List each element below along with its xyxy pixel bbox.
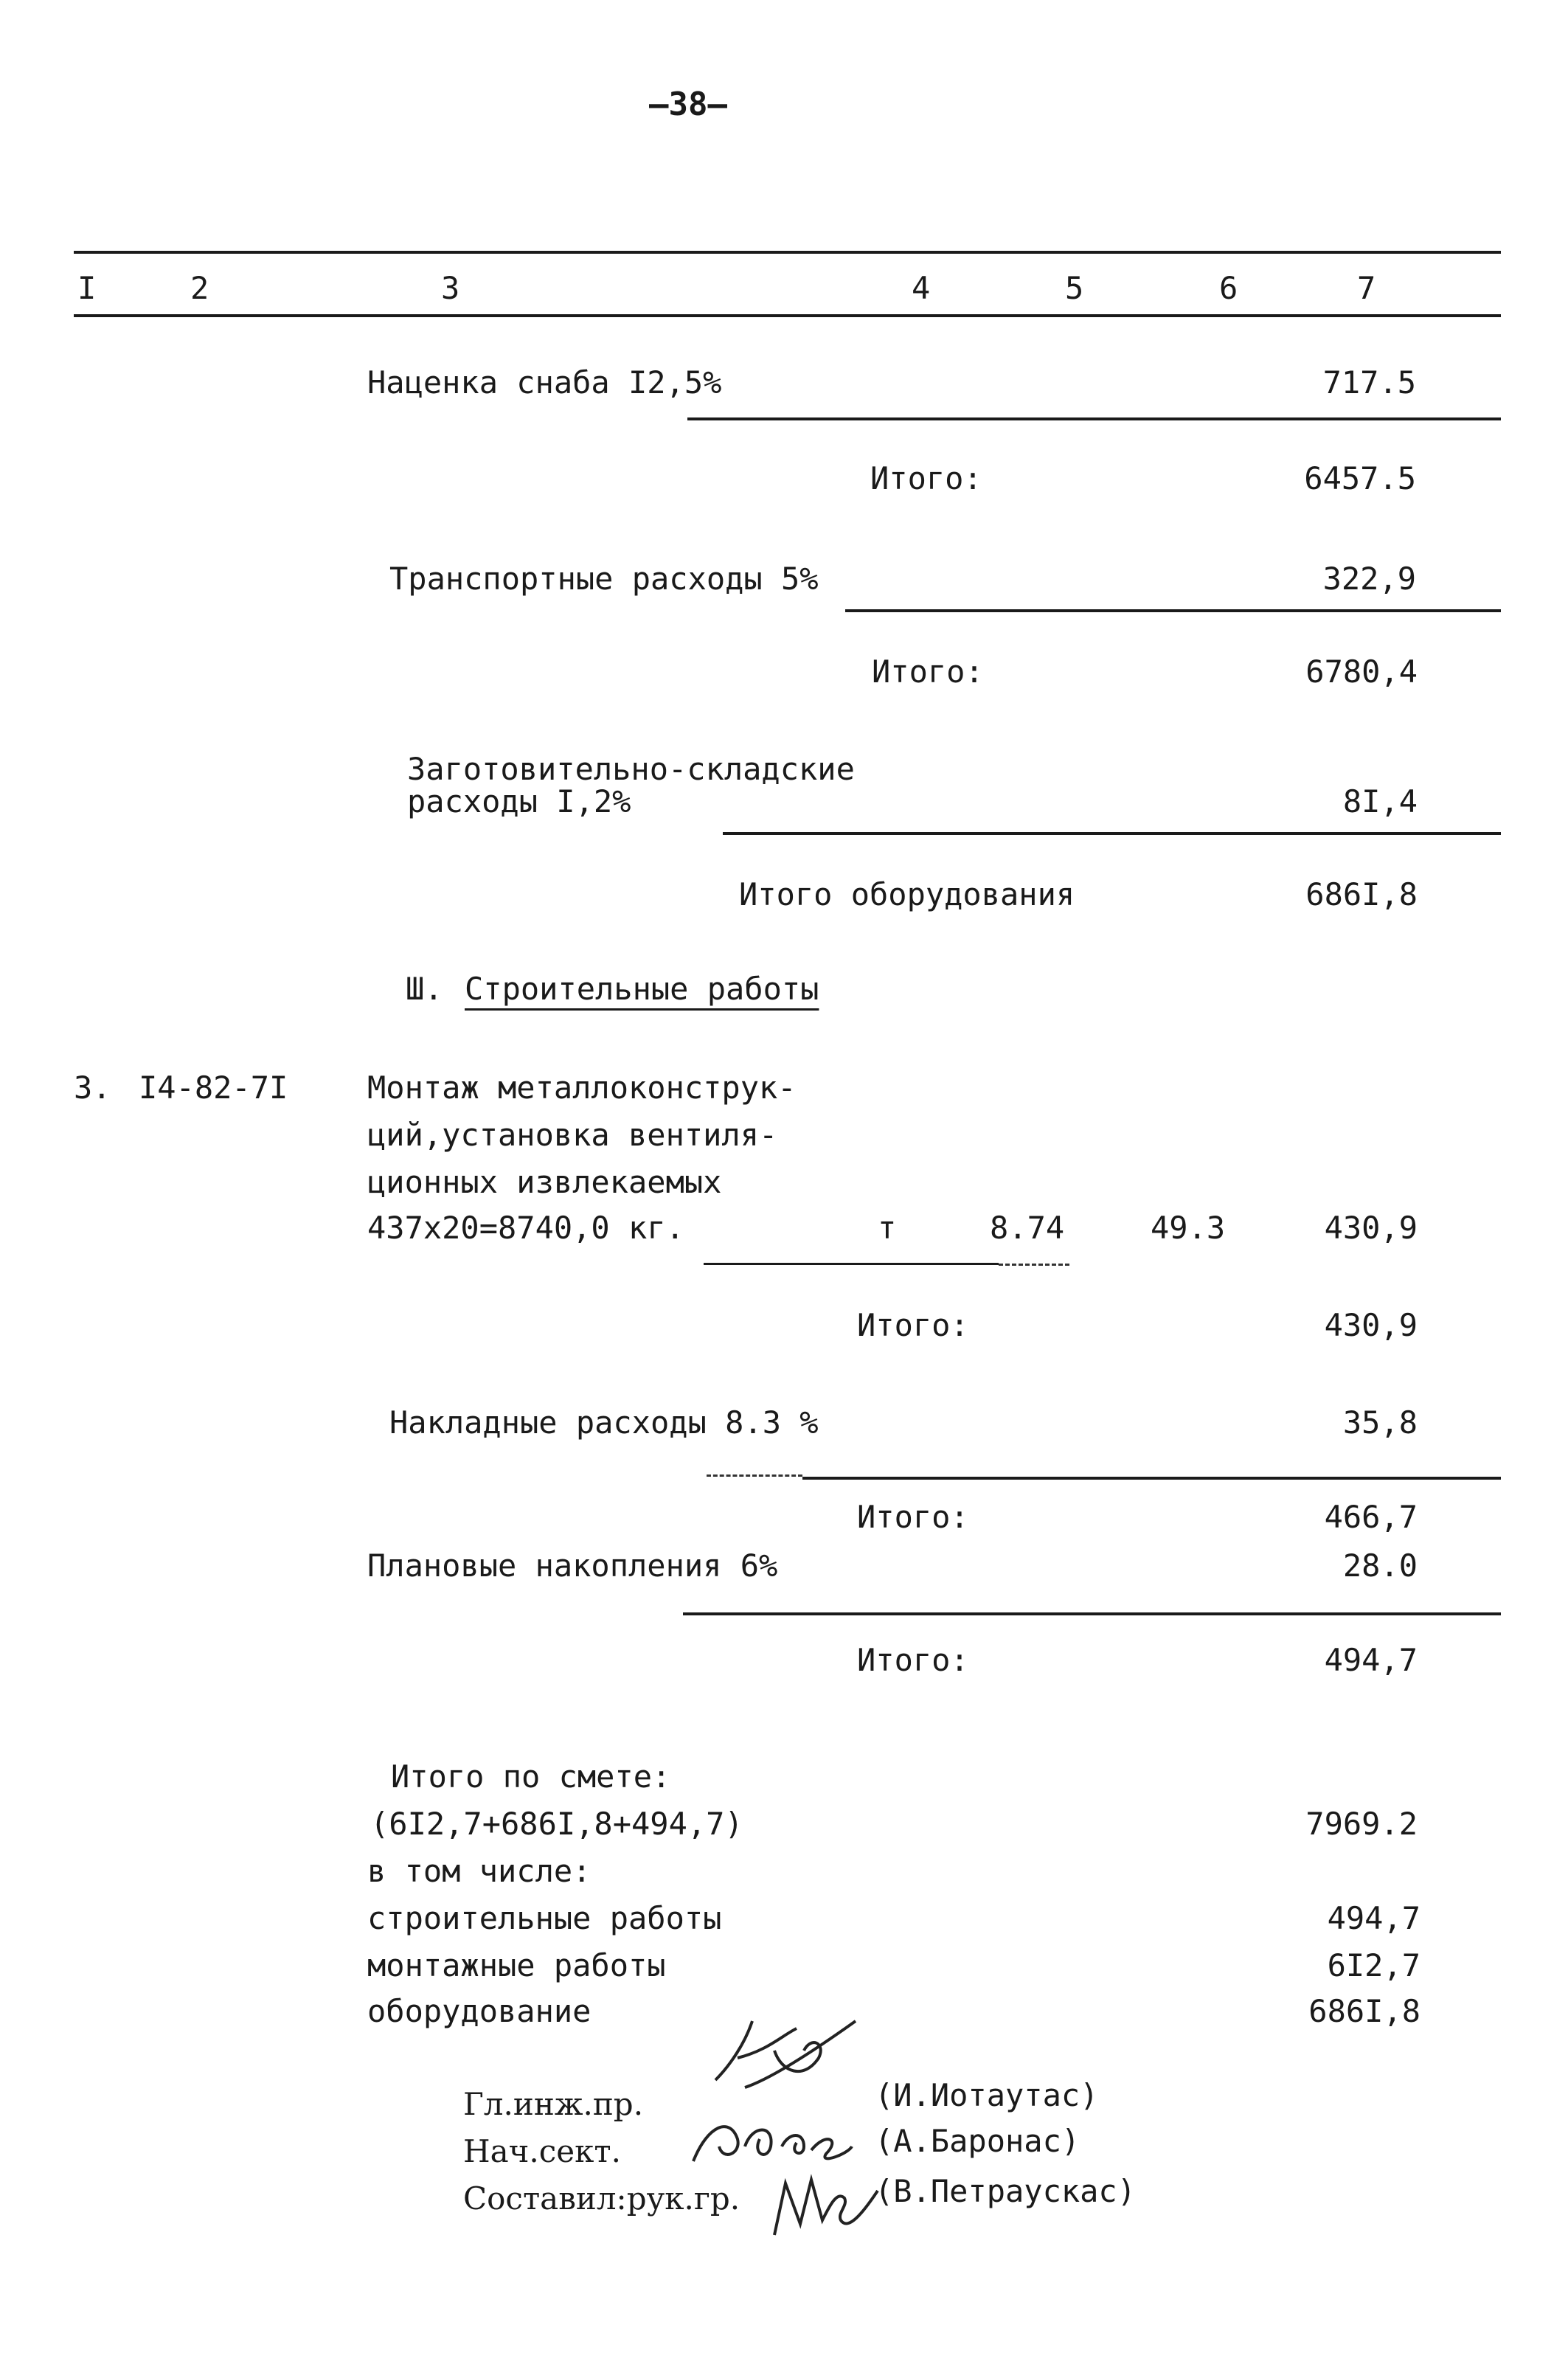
total-value: 6457.5: [1304, 460, 1416, 496]
construction-value: 494,7: [1327, 1900, 1420, 1936]
col-header-7: 7: [1357, 270, 1376, 306]
signature-name-section-head: (А.Баронас): [875, 2123, 1080, 2159]
planned-label: Плановые накопления 6%: [367, 1548, 778, 1584]
installation-value: 6I2,7: [1327, 1947, 1420, 1983]
storage-label-line2: расходы I,2%: [407, 783, 631, 819]
total-label: Итого:: [870, 460, 982, 496]
item-desc-line1: Монтаж металлоконструк-: [367, 1070, 797, 1106]
equipment-value: 686I,8: [1308, 1993, 1420, 2029]
signature-role-chief-engineer: Гл.инж.пр.: [463, 2086, 644, 2122]
rule: [802, 1477, 1501, 1480]
total-label: Итого:: [857, 1499, 969, 1535]
rule: [687, 417, 1501, 420]
signature-name-compiler: (В.Петраускас): [875, 2173, 1137, 2209]
item-desc-line3: ционных извлекаемых: [367, 1164, 722, 1200]
item-unit-price: 49.3: [1151, 1210, 1226, 1246]
signature-role-compiler: Составил:рук.гр.: [463, 2180, 740, 2217]
summary-value: 7969.2: [1305, 1806, 1418, 1842]
installation-label: монтажные работы: [367, 1947, 666, 1983]
page-number: —38—: [649, 86, 727, 123]
equipment-label: оборудование: [367, 1993, 592, 2029]
col-header-5: 5: [1065, 270, 1084, 306]
summary-including: в том числе:: [367, 1853, 592, 1889]
rule: [704, 1263, 999, 1265]
handwritten-signature: [767, 2161, 892, 2242]
col-header-6: 6: [1219, 270, 1238, 306]
item-quantity: 8.74: [990, 1210, 1065, 1246]
total-value: 430,9: [1324, 1307, 1418, 1343]
col-header-2: 2: [190, 270, 209, 306]
equipment-total-label: Итого оборудования: [739, 876, 1075, 912]
signature-role-section-head: Нач.сект.: [463, 2133, 621, 2169]
equipment-total-value: 686I,8: [1305, 876, 1418, 912]
section-title: Строительные работы: [465, 971, 819, 1007]
markup-label: Наценка снаба I2,5%: [367, 364, 722, 401]
col-header-4: 4: [912, 270, 931, 306]
header-top-rule: [74, 251, 1501, 254]
item-number: 3.: [74, 1070, 111, 1106]
overhead-label: Накладные расходы 8.3 %: [389, 1404, 819, 1441]
col-header-1: I: [77, 270, 97, 306]
item-value: 430,9: [1324, 1210, 1418, 1246]
storage-label-line1: Заготовительно-складские: [407, 751, 855, 787]
markup-value: 717.5: [1322, 364, 1416, 401]
rule-dashed: [707, 1474, 802, 1477]
rule: [683, 1612, 1501, 1615]
construction-label: строительные работы: [367, 1900, 722, 1936]
transport-value: 322,9: [1322, 561, 1416, 597]
total-value: 466,7: [1324, 1499, 1418, 1535]
summary-label-line2: (6I2,7+686I,8+494,7): [370, 1806, 743, 1842]
storage-value: 8I,4: [1342, 783, 1418, 819]
header-bottom-rule: [74, 314, 1501, 317]
total-label: Итого:: [872, 654, 984, 690]
item-code: I4-82-7I: [139, 1070, 288, 1106]
item-desc-line4: 437х20=8740,0 кг.: [367, 1210, 684, 1246]
rule: [845, 609, 1501, 612]
total-value: 494,7: [1324, 1642, 1418, 1678]
item-unit: т: [878, 1210, 897, 1246]
rule: [723, 832, 1501, 835]
total-label: Итого:: [857, 1642, 969, 1678]
section-number: Ш.: [406, 971, 443, 1007]
signature-name-chief-engineer: (И.Иотаутас): [875, 2077, 1099, 2113]
handwritten-signature: [701, 2006, 870, 2110]
item-desc-line2: ций,установка вентиля-: [367, 1117, 778, 1153]
planned-value: 28.0: [1342, 1548, 1418, 1584]
rule-dashed: [999, 1264, 1069, 1266]
transport-label: Транспортные расходы 5%: [389, 561, 819, 597]
summary-label-line1: Итого по смете:: [391, 1758, 671, 1795]
col-header-3: 3: [441, 270, 460, 306]
total-label: Итого:: [857, 1307, 969, 1343]
overhead-value: 35,8: [1342, 1404, 1418, 1441]
total-value: 6780,4: [1305, 654, 1418, 690]
